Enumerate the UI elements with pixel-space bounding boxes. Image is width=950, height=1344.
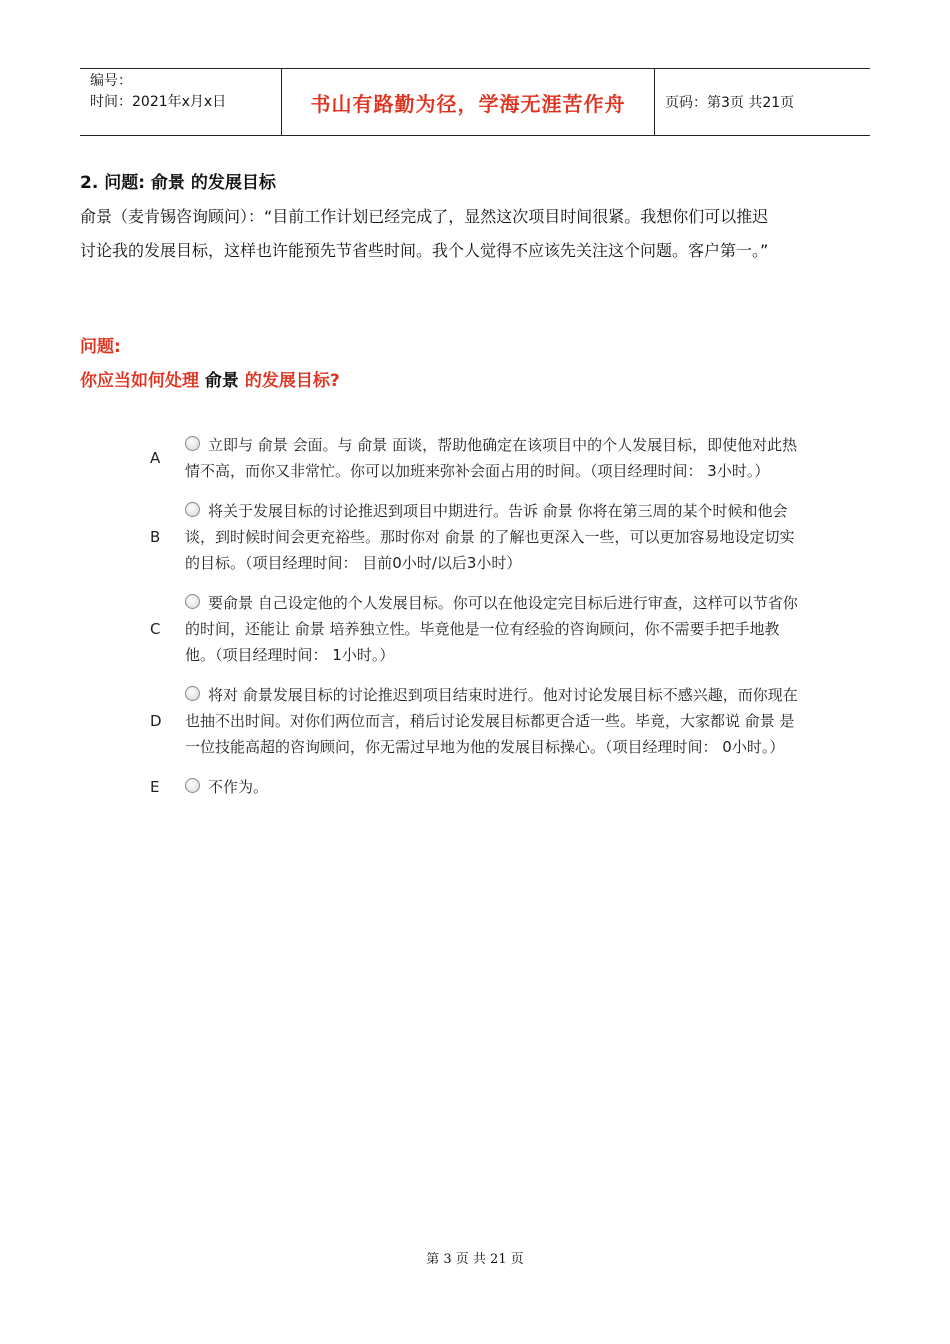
document-number: 编号：	[90, 73, 132, 89]
question-label: 问题:	[80, 337, 121, 357]
header-motto: 书山有路勤为径，学海无涯苦作舟	[282, 69, 655, 135]
option-c[interactable]	[150, 590, 810, 668]
option-text: 将对 俞景发展目标的讨论推迟到项目结束时进行。他对讨论发展目标不感兴趣，而你现在也抽不出时间。对你们两位而言，稍后讨论发展目标都更合适一些。毕竟，大家都说 俞景 是一位技能高超的咨询顾问，你无需过早地为他的发展目标操心。（项目经理时间： 0小时。）	[185, 686, 798, 756]
option-e[interactable]	[150, 774, 810, 800]
question-title: 2. 问题: 俞景 的发展目标	[80, 173, 276, 193]
header-meta	[80, 69, 282, 135]
radio-button-icon[interactable]	[185, 594, 200, 609]
question-text: 你应当如何处理 俞景 的发展目标?	[80, 371, 340, 391]
option-letter: D	[150, 712, 162, 730]
option-a[interactable]	[150, 432, 810, 484]
person-name: 俞景	[204, 371, 239, 391]
scenario-text: 俞景（麦肯锡咨询顾问）：“目前工作计划已经完成了，显然这次项目时间很紧。我想你们可以推迟讨论我的发展目标，这样也许能预先节省些时间。我个人觉得不应该先关注这个问题。客户第一。”	[80, 207, 769, 260]
option-b[interactable]	[150, 498, 810, 576]
option-d[interactable]	[150, 682, 810, 760]
page-footer: 第 3 页 共 21 页	[426, 1252, 524, 1267]
radio-button-icon[interactable]	[185, 778, 200, 793]
document-date: 时间：2021年x月x日	[90, 94, 227, 110]
option-letter: C	[150, 620, 161, 638]
header-page-info: 页码：第3页 共21页	[665, 95, 795, 111]
option-letter: A	[150, 449, 161, 467]
radio-button-icon[interactable]	[185, 686, 200, 701]
option-letter: E	[150, 778, 160, 796]
page-header	[80, 68, 870, 136]
option-text: 将关于发展目标的讨论推迟到项目中期进行。告诉 俞景 你将在第三周的某个时候和他会谈，到时候时间会更充裕些。那时你对 俞景 的了解也更深入一些，可以更加容易地设定切实的目标。（项目经理时间： 目前0小时/以后3小时）	[185, 502, 795, 572]
answer-options	[150, 432, 810, 814]
option-text: 不作为。	[208, 778, 269, 796]
option-text: 立即与 俞景 会面。与 俞景 面谈，帮助他确定在该项目中的个人发展目标，即使他对此热情不高，而你又非常忙。你可以加班来弥补会面占用的时间。（项目经理时间： 3小时。）	[185, 436, 798, 480]
radio-button-icon[interactable]	[185, 436, 200, 451]
option-text: 要俞景 自己设定他的个人发展目标。你可以在他设定完目标后进行审查，这样可以节省你的时间，还能让 俞景 培养独立性。毕竟他是一位有经验的咨询顾问，你不需要手把手地教他。（项目经理时间： 1小时。）	[185, 594, 798, 664]
radio-button-icon[interactable]	[185, 502, 200, 517]
question-prompt	[80, 330, 340, 398]
option-letter: B	[150, 528, 161, 546]
